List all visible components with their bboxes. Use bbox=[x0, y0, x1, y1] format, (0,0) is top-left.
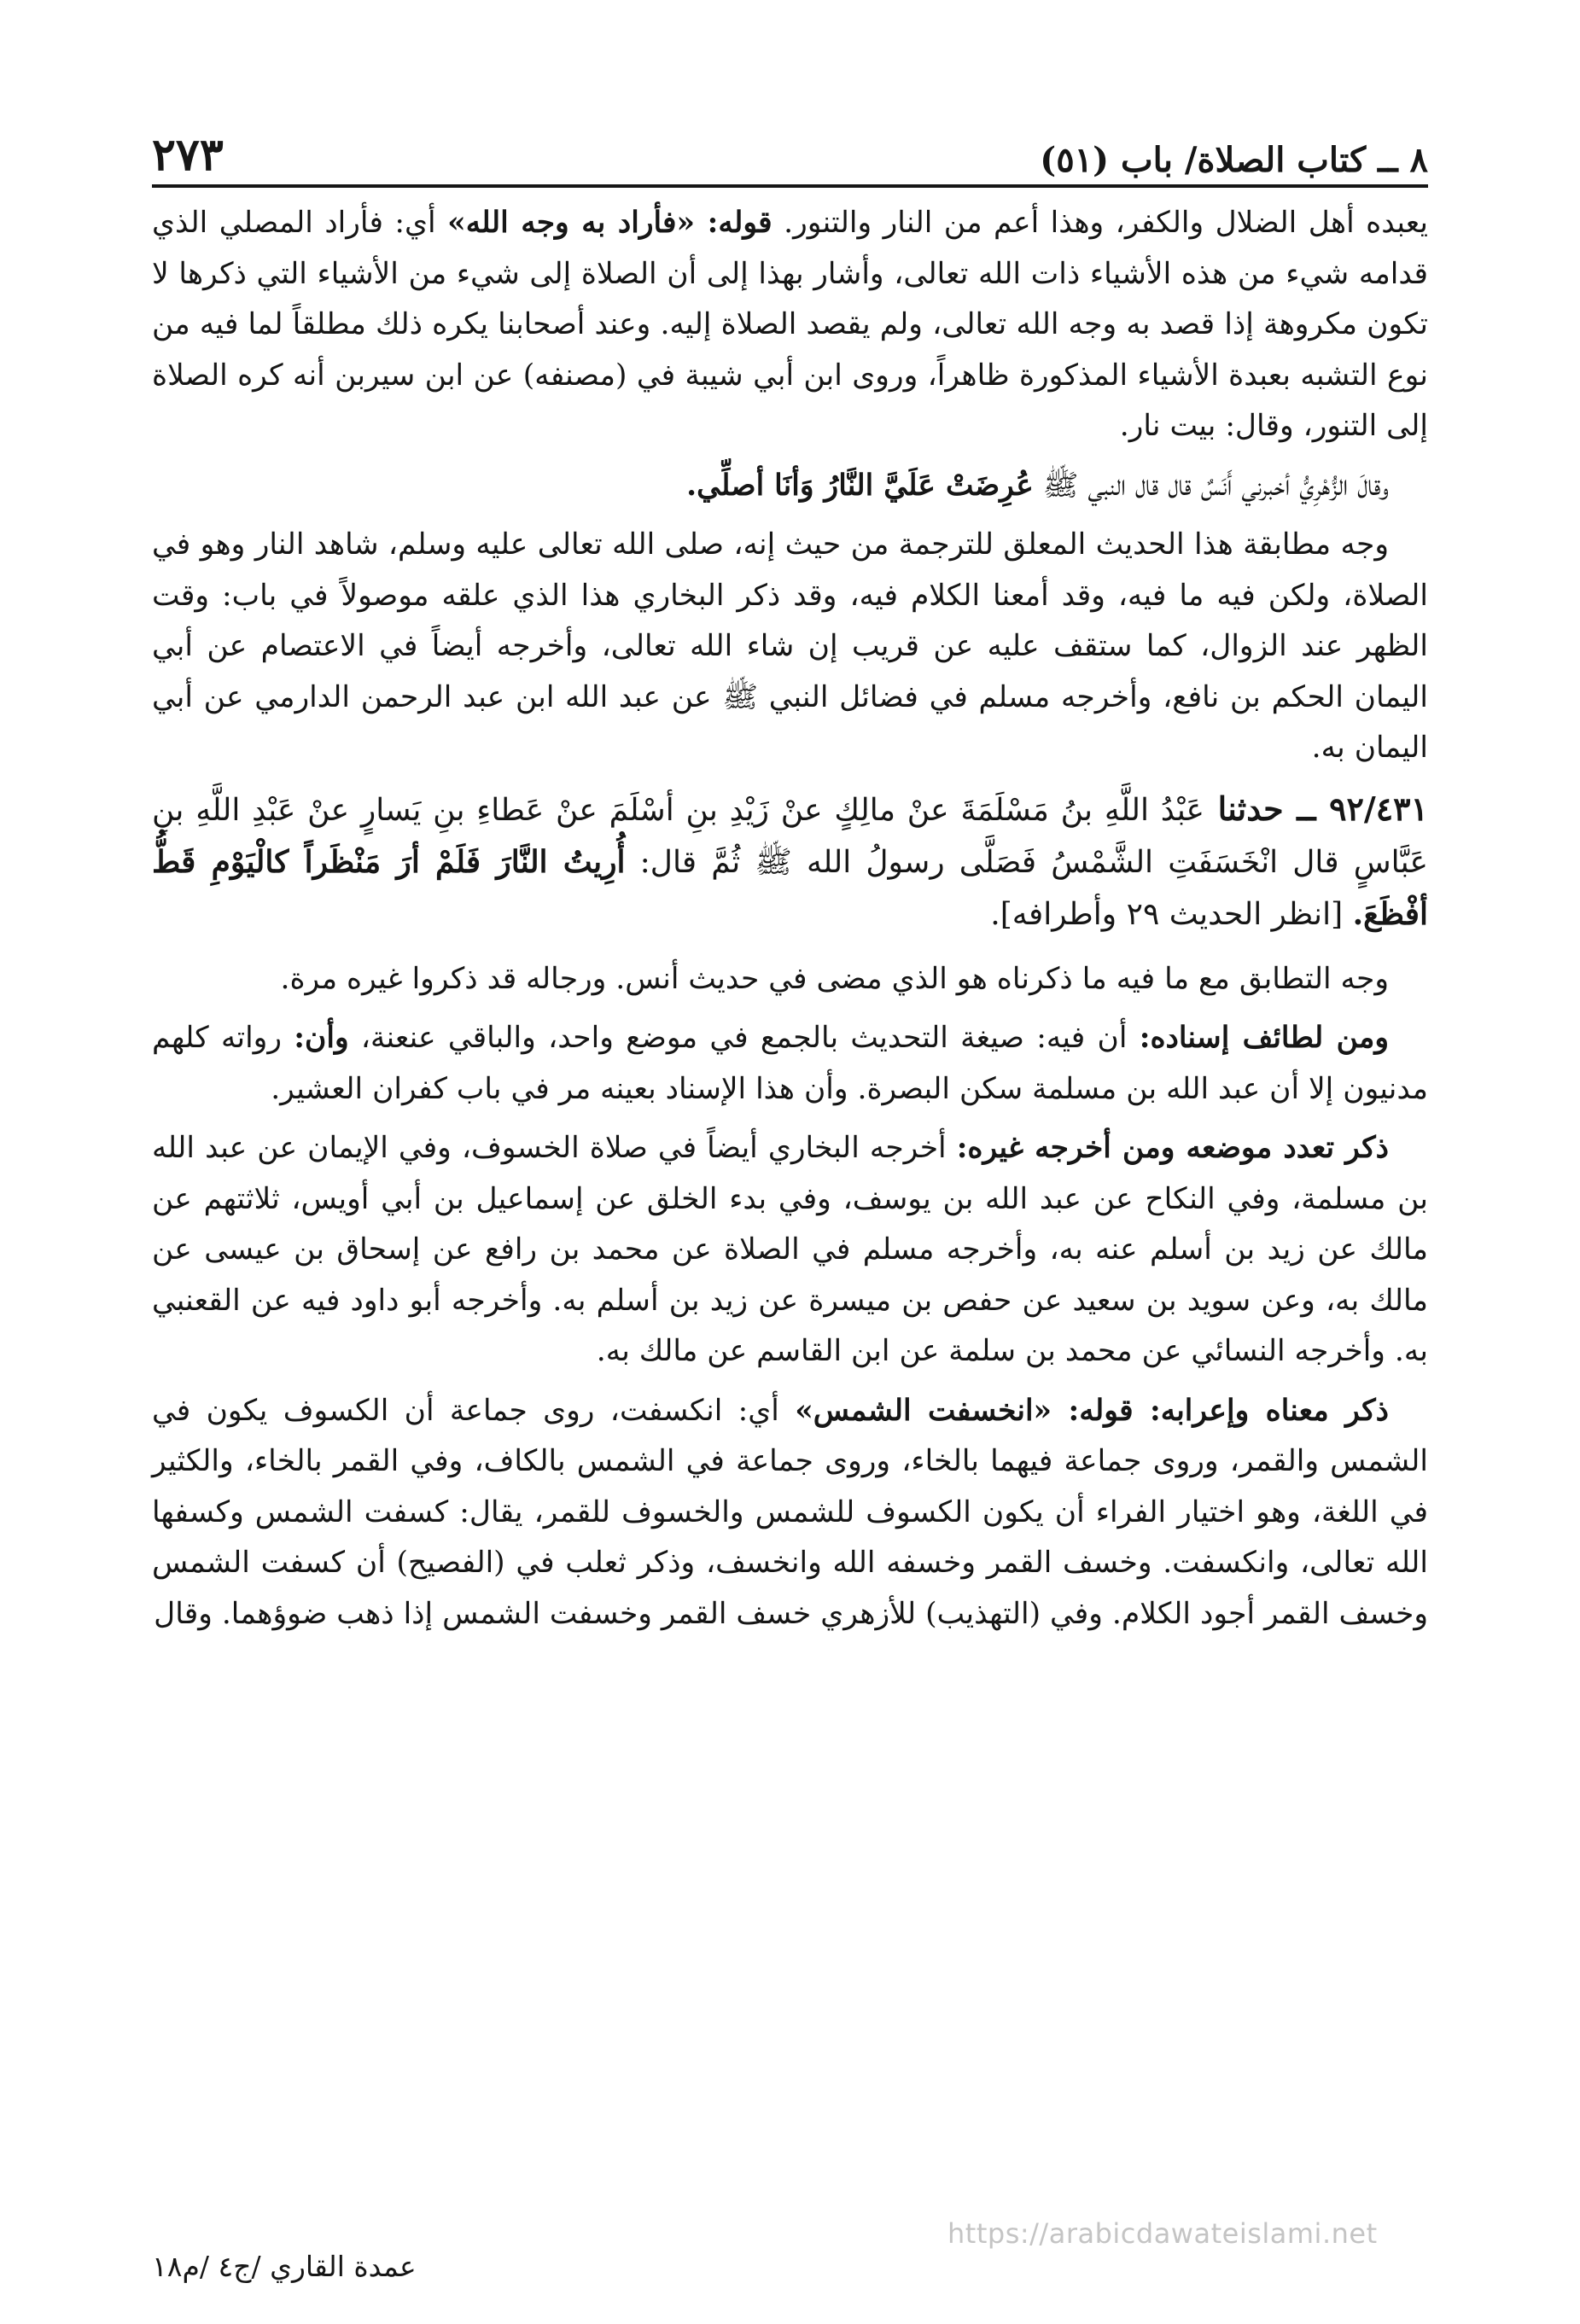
running-title: ٨ ــ كتاب الصلاة/ باب (٥١) bbox=[1040, 140, 1428, 180]
bold-text-run: عُرِضَتْ عَلَيَّ النَّارُ وَأنَا أصلِّي. bbox=[686, 468, 1034, 503]
text-run: رواته كلهم مدنيون إلا أن عبد الله بن مسلمة سكن البصرة. وأن هذا الإسناد بعينه مر في باب كفران العشير. bbox=[152, 1021, 1428, 1106]
page-header bbox=[152, 118, 1428, 181]
paragraph-commentary-intro bbox=[152, 198, 1428, 452]
website-watermark: https://arabicdawateislami.net bbox=[947, 2217, 1378, 2250]
paragraph-meaning-grammar bbox=[152, 1386, 1428, 1640]
page-number: ٢٧٣ bbox=[152, 129, 224, 181]
text-run: وجه التطابق مع ما فيه ما ذكرناه هو الذي مضى في حديث أنس. ورجاله قد ذكروا غيره مرة. bbox=[280, 961, 1389, 996]
paragraph-zuhri-report bbox=[152, 461, 1428, 512]
paragraph-correspondence-2 bbox=[152, 954, 1428, 1005]
section-heading: ذكر تعدد موضعه ومن أخرجه غيره: bbox=[956, 1131, 1389, 1165]
paragraph-isnad-subtleties bbox=[152, 1013, 1428, 1115]
hadith-isnad: عَبْدُ اللَّهِ بنُ مَسْلَمَةَ عنْ مالِكٍ عنْ زَيْدِ بنِ أسْلَمَ عنْ عَطاءِ بنِ يَسارٍ عنْ عَبْدِ اللَّهِ بنِ عَبَّاسٍ قال انْخَسَفَتِ الشَّمْسُ فَصَلَّى رسولُ الله ﷺ ثُمَّ قال: bbox=[152, 792, 1428, 880]
text-run: يعبده أهل الضلال والكفر، وهذا أعم من النار والتنور. bbox=[772, 206, 1428, 240]
text-run: وقالَ الزُّهْرِيُّ أخبرني أَنَسٌ قال قال النبي ﷺ bbox=[1033, 468, 1389, 503]
section-heading: ذكر معناه وإعرابه: قوله: «انخسفت الشمس» bbox=[795, 1393, 1389, 1428]
paragraph-other-narrations bbox=[152, 1123, 1428, 1378]
text-run: أي: فأراد المصلي الذي قدامه شيء من هذه الأشياء ذات الله تعالى، وأشار بهذا إلى أن الصلاة إلى شيء من الأشياء التي ذكرها لا تكون مكروهة إذا قصد به وجه الله تعالى، ولم يقصد الصلاة إليه. وعند أصحابنا يكره ذلك مطلقاً لما فيه من نوع التشبه بعبدة الأشياء المذكورة ظاهراً، وروى ابن أبي شيبة في (مصنفه) عن ابن سيربن أنه كره الصلاة إلى التنور، وقال: بيت نار. bbox=[152, 206, 1428, 443]
text-run: أن فيه: صيغة التحديث بالجمع في موضع واحد، والباقي عنعنة، bbox=[348, 1021, 1140, 1055]
text-run: وجه مطابقة هذا الحديث المعلق للترجمة من حيث إنه، صلى الله تعالى عليه وسلم، شاهد النار وهو في الصلاة، ولكن فيه ما فيه، وقد أمعنا الكلام فيه، وقد ذكر البخاري هذا الذي علقه موصولاً في باب: وقت الظهر عند الزوال، كما ستقف عليه عن قريب إن شاء الله تعالى، وأخرجه أيضاً في الاعتصام عن أبي اليمان الحكم بن نافع، وأخرجه مسلم في فضائل النبي ﷺ عن عبد الله ابن عبد الرحمن الدارمي عن أبي اليمان به. bbox=[152, 527, 1428, 765]
paragraph-correspondence bbox=[152, 520, 1428, 774]
page-footer: عمدة القاري /ج٤ /م١٨ bbox=[152, 2250, 417, 2283]
hadith-number: ٩٢/٤٣١ ــ حدثنا bbox=[1204, 789, 1428, 828]
section-heading: ومن لطائف إسناده: bbox=[1139, 1021, 1389, 1055]
text-run: أي: انكسفت، روى جماعة أن الكسوف يكون في الشمس والقمر، وروى جماعة فيهما بالخاء، وروى جماعة في الشمس بالكاف، وفي القمر بالخاء، والكثير في اللغة، وهو اختيار الفراء أن يكون الكسوف للشمس والخسوف للقمر، يقال: كسفت الشمس وكسفها الله تعالى، وانكسفت. وخسف القمر وخسفه الله وانخسف، وذكر ثعلب في (الفصيح) أن كسفت الشمس وخسف القمر أجود الكلام. وفي (التهذيب) للأزهري خسف القمر وخسفت الشمس إذا ذهب ضوؤهما. وقال bbox=[152, 1393, 1428, 1631]
text-run: أخرجه البخاري أيضاً في صلاة الخسوف، وفي الإيمان عن عبد الله بن مسلمة، وفي النكاح عن عبد الله بن يوسف، وفي بدء الخلق عن إسماعيل بن أبي أويس، ثلاثتهم عن مالك عن زيد بن أسلم عنه به، وأخرجه مسلم في الصلاة عن محمد بن رافع عن إسحاق بن عيسى عن مالك به، وعن سويد بن سعيد عن حفص بن ميسرة عن زيد بن أسلم به. وأخرجه أبو داود فيه عن القعنبي به. وأخرجه النسائي عن محمد بن سلمة عن ابن القاسم عن مالك به. bbox=[152, 1131, 1428, 1368]
hadith-matn: أُرِيتُ النَّارَ فَلَمْ أرَ مَنْظَراً كالْيَوْمِ قَطُّ أفْظَعَ. bbox=[152, 843, 1428, 932]
hadith-cross-reference: [انظر الحديث ٢٩ وأطرافه]. bbox=[990, 896, 1353, 932]
bold-text-run: قوله: «فأراد به وجه الله» bbox=[447, 206, 773, 240]
header-rule bbox=[152, 184, 1428, 188]
bold-text-run: وأن: bbox=[294, 1021, 349, 1055]
page-body bbox=[152, 198, 1428, 1648]
paragraph-hadith-431 bbox=[152, 783, 1428, 941]
